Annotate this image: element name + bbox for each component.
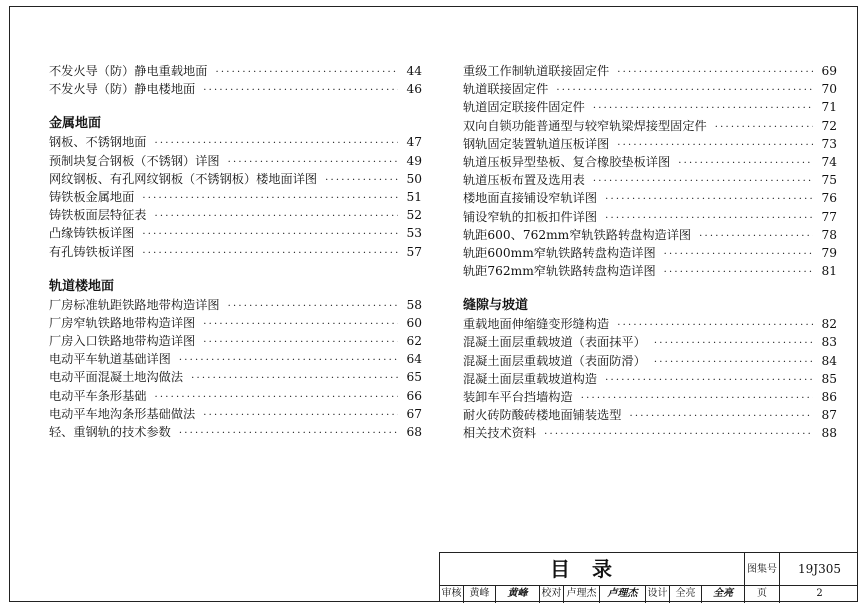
toc-entry[interactable] [463,171,837,189]
toc-entry-page: 62 [406,334,422,349]
toc-entry[interactable] [49,243,422,261]
toc-entry-title: 不发火导（防）静电楼地面 [49,82,196,97]
toc-entry-title: 电动平面混凝土地沟做法 [49,370,184,385]
toc-entry[interactable] [463,262,837,280]
toc-entry-title: 厂房标准轨距铁路地带构造详图 [49,297,220,312]
toc-entry-page: 66 [406,388,422,403]
toc-entry[interactable] [463,80,837,98]
toc-entry[interactable] [49,62,422,80]
toc-entry-page: 58 [406,297,422,312]
toc-entry-title: 铸铁板面层特征表 [49,208,147,223]
toc-entry-title: 楼地面直接铺设窄轨详图 [463,191,598,206]
page-label: 页 [745,586,780,603]
toc-entry-page: 51 [406,189,422,204]
toc-entry-title: 电动平车条形基础 [49,388,147,403]
toc-entry-page: 81 [821,264,837,279]
toc-right-column [463,62,837,443]
toc-entry[interactable] [463,315,837,333]
dot-leader [605,372,813,390]
dot-leader [203,334,398,352]
toc-entry[interactable] [463,62,837,80]
toc-entry[interactable] [463,244,837,262]
toc-entry[interactable] [49,423,422,441]
toc-entry[interactable] [463,98,837,116]
toc-entry[interactable] [463,153,837,171]
dot-leader [605,191,813,209]
dot-leader [617,317,813,335]
dot-leader [664,264,813,282]
designer-name: 全亮 [670,586,702,603]
toc-entry[interactable] [49,80,422,98]
toc-entry[interactable] [463,135,837,153]
toc-entry-title: 混凝土面层重载坡道构造 [463,371,598,386]
toc-entry-page: 64 [406,352,422,367]
atlas-label: 图集号 [745,553,780,585]
proofer-signature: 卢理杰 [600,586,646,603]
toc-entry-title: 重级工作制轨道联接固定件 [463,64,610,78]
toc-entry-title: 耐火砖防酸砖楼地面铺装选型 [463,408,622,423]
designer-signature: 全亮 [702,586,745,603]
toc-entry[interactable] [49,224,422,242]
review-label: 审核 [440,586,464,603]
toc-entry[interactable] [49,152,422,170]
toc-entry-title: 铸铁板金属地面 [49,189,135,204]
toc-entry[interactable] [49,350,422,368]
toc-entry-page: 47 [406,135,422,150]
toc-entry-title: 厂房入口铁路地带构造详图 [49,334,196,349]
toc-entry-page: 76 [821,191,837,206]
toc-entry-title: 预制块复合钢板（不锈钢）详图 [49,153,220,168]
toc-entry[interactable] [49,387,422,405]
toc-left-column [49,62,422,441]
toc-entry-title: 凸缘铸铁板详图 [49,226,135,241]
toc-entry-title: 钢轨固定装置轨道压板详图 [463,136,610,151]
dot-leader [593,173,813,191]
toc-entry-page: 83 [821,335,837,350]
dot-leader [325,172,398,190]
toc-entry-page: 68 [406,425,422,439]
toc-entry-page: 67 [406,406,422,421]
toc-entry[interactable] [463,333,837,351]
toc-entry-page: 69 [821,64,837,78]
toc-entry-page: 74 [821,154,837,169]
proofer-name: 卢理杰 [564,586,600,603]
toc-entry-title: 轨道压板异型垫板、复合橡胶垫板详图 [463,154,671,169]
toc-entry[interactable] [463,352,837,370]
toc-entry-page: 71 [821,100,837,115]
section-heading: 金属地面 [49,116,102,132]
toc-entry-page: 84 [821,353,837,368]
dot-leader [142,245,398,263]
toc-entry[interactable] [463,406,837,424]
dot-leader [699,228,813,246]
toc-entry-title: 轻、重钢轨的技术参数 [49,425,171,439]
toc-entry-page: 87 [821,408,837,423]
dot-leader [179,352,398,370]
toc-entry[interactable] [49,314,422,332]
page-number: 2 [816,588,823,599]
toc-entry[interactable] [463,388,837,406]
dot-leader [678,155,813,173]
toc-entry-title: 重载地面伸缩缝变形缝构造 [463,317,610,332]
dot-leader [617,64,813,82]
proof-label: 校对 [540,586,564,603]
toc-entry-page: 57 [406,244,422,259]
toc-entry-page: 46 [406,82,422,97]
atlas-number: 19J305 [798,562,841,576]
toc-entry-page: 50 [406,171,422,186]
toc-entry-page: 75 [821,173,837,188]
toc-entry-title: 电动平车地沟条形基础做法 [49,406,196,421]
toc-entry-page: 65 [406,370,422,385]
dot-leader [654,335,813,353]
title-block [439,552,858,602]
dot-leader [715,119,813,137]
toc-entry-title: 轨道压板布置及选用表 [463,173,585,188]
dot-leader [664,246,813,264]
toc-entry-title: 电动平车轨道基础详图 [49,352,171,367]
toc-entry[interactable] [463,189,837,207]
toc-entry-title: 轨道联接固定件 [463,82,549,97]
dot-leader [544,426,813,444]
toc-entry[interactable] [49,332,422,350]
toc-entry-page: 44 [406,64,422,78]
reviewer-name: 黄峰 [464,586,496,603]
dot-leader [142,226,398,244]
toc-entry[interactable] [463,117,837,135]
toc-entry-page: 73 [821,136,837,151]
drawing-title: 目录 [440,553,745,586]
dot-leader [155,208,399,226]
toc-entry-title: 厂房窄轨铁路地带构造详图 [49,315,196,330]
toc-entry-page: 85 [821,371,837,386]
toc-entry-page: 88 [821,426,837,441]
reviewer-signature: 黄峰 [496,586,540,603]
dot-leader [215,64,398,82]
toc-entry-title: 铺设窄轨的扣板扣件详图 [463,209,598,224]
toc-entry[interactable] [49,133,422,151]
toc-entry-page: 60 [406,315,422,330]
toc-entry-page: 53 [406,226,422,241]
toc-entry-page: 82 [821,317,837,332]
section-gap [49,98,422,115]
toc-entry-page: 77 [821,209,837,224]
toc-entry-title: 装卸车平台挡墙构造 [463,390,573,404]
toc-entry[interactable] [49,405,422,423]
toc-entry[interactable] [463,226,837,244]
dot-leader [203,316,398,334]
toc-entry-title: 钢板、不锈钢地面 [49,135,147,150]
dot-leader [179,425,398,443]
toc-entry[interactable] [49,188,422,206]
toc-entry-page: 79 [821,245,837,260]
section-heading: 缝隙与坡道 [463,298,529,314]
toc-entry[interactable] [463,370,837,388]
dot-leader [629,408,813,426]
toc-entry-page: 72 [821,118,837,133]
toc-entry-page: 70 [821,82,837,97]
dot-leader [228,298,398,316]
toc-entry[interactable] [49,170,422,188]
dot-leader [556,82,813,100]
design-label: 设计 [646,586,670,603]
toc-entry[interactable] [49,368,422,386]
toc-entry[interactable] [463,208,837,226]
toc-entry-title: 轨道固定联接件固定件 [463,100,585,115]
toc-entry-page: 86 [821,390,837,404]
toc-entry-title: 相关技术资料 [463,426,537,441]
toc-entry[interactable] [49,296,422,314]
toc-entry[interactable] [463,424,837,442]
dot-leader [142,190,398,208]
toc-entry-title: 有孔铸铁板详图 [49,244,135,259]
toc-entry-page: 52 [406,208,422,223]
toc-entry-title: 双向自锁功能普通型与较窄轨梁焊接型固定件 [463,118,707,133]
dot-leader [654,354,813,372]
toc-entry-title: 不发火导（防）静电重载地面 [49,64,208,78]
dot-leader [191,370,398,388]
toc-entry-title: 混凝土面层重载坡道（表面抹平） [463,335,646,350]
toc-entry-page: 78 [821,227,837,242]
toc-entry-page: 49 [406,153,422,168]
dot-leader [203,407,398,425]
toc-entry-title: 轨距600、762mm窄轨铁路转盘构造详图 [463,227,692,242]
section-gap [49,261,422,278]
toc-entry-title: 轨距600mm窄轨铁路转盘构造详图 [463,245,656,260]
toc-entry[interactable] [49,206,422,224]
toc-entry-title: 轨距762mm窄轨铁路转盘构造详图 [463,264,656,279]
toc-entry-title: 网纹钢板、有孔网纹钢板（不锈钢板）楼地面详图 [49,171,318,186]
section-gap [463,280,837,297]
toc-entry-title: 混凝土面层重载坡道（表面防滑） [463,353,646,368]
dot-leader [203,82,398,100]
section-heading: 轨道楼地面 [49,278,115,294]
